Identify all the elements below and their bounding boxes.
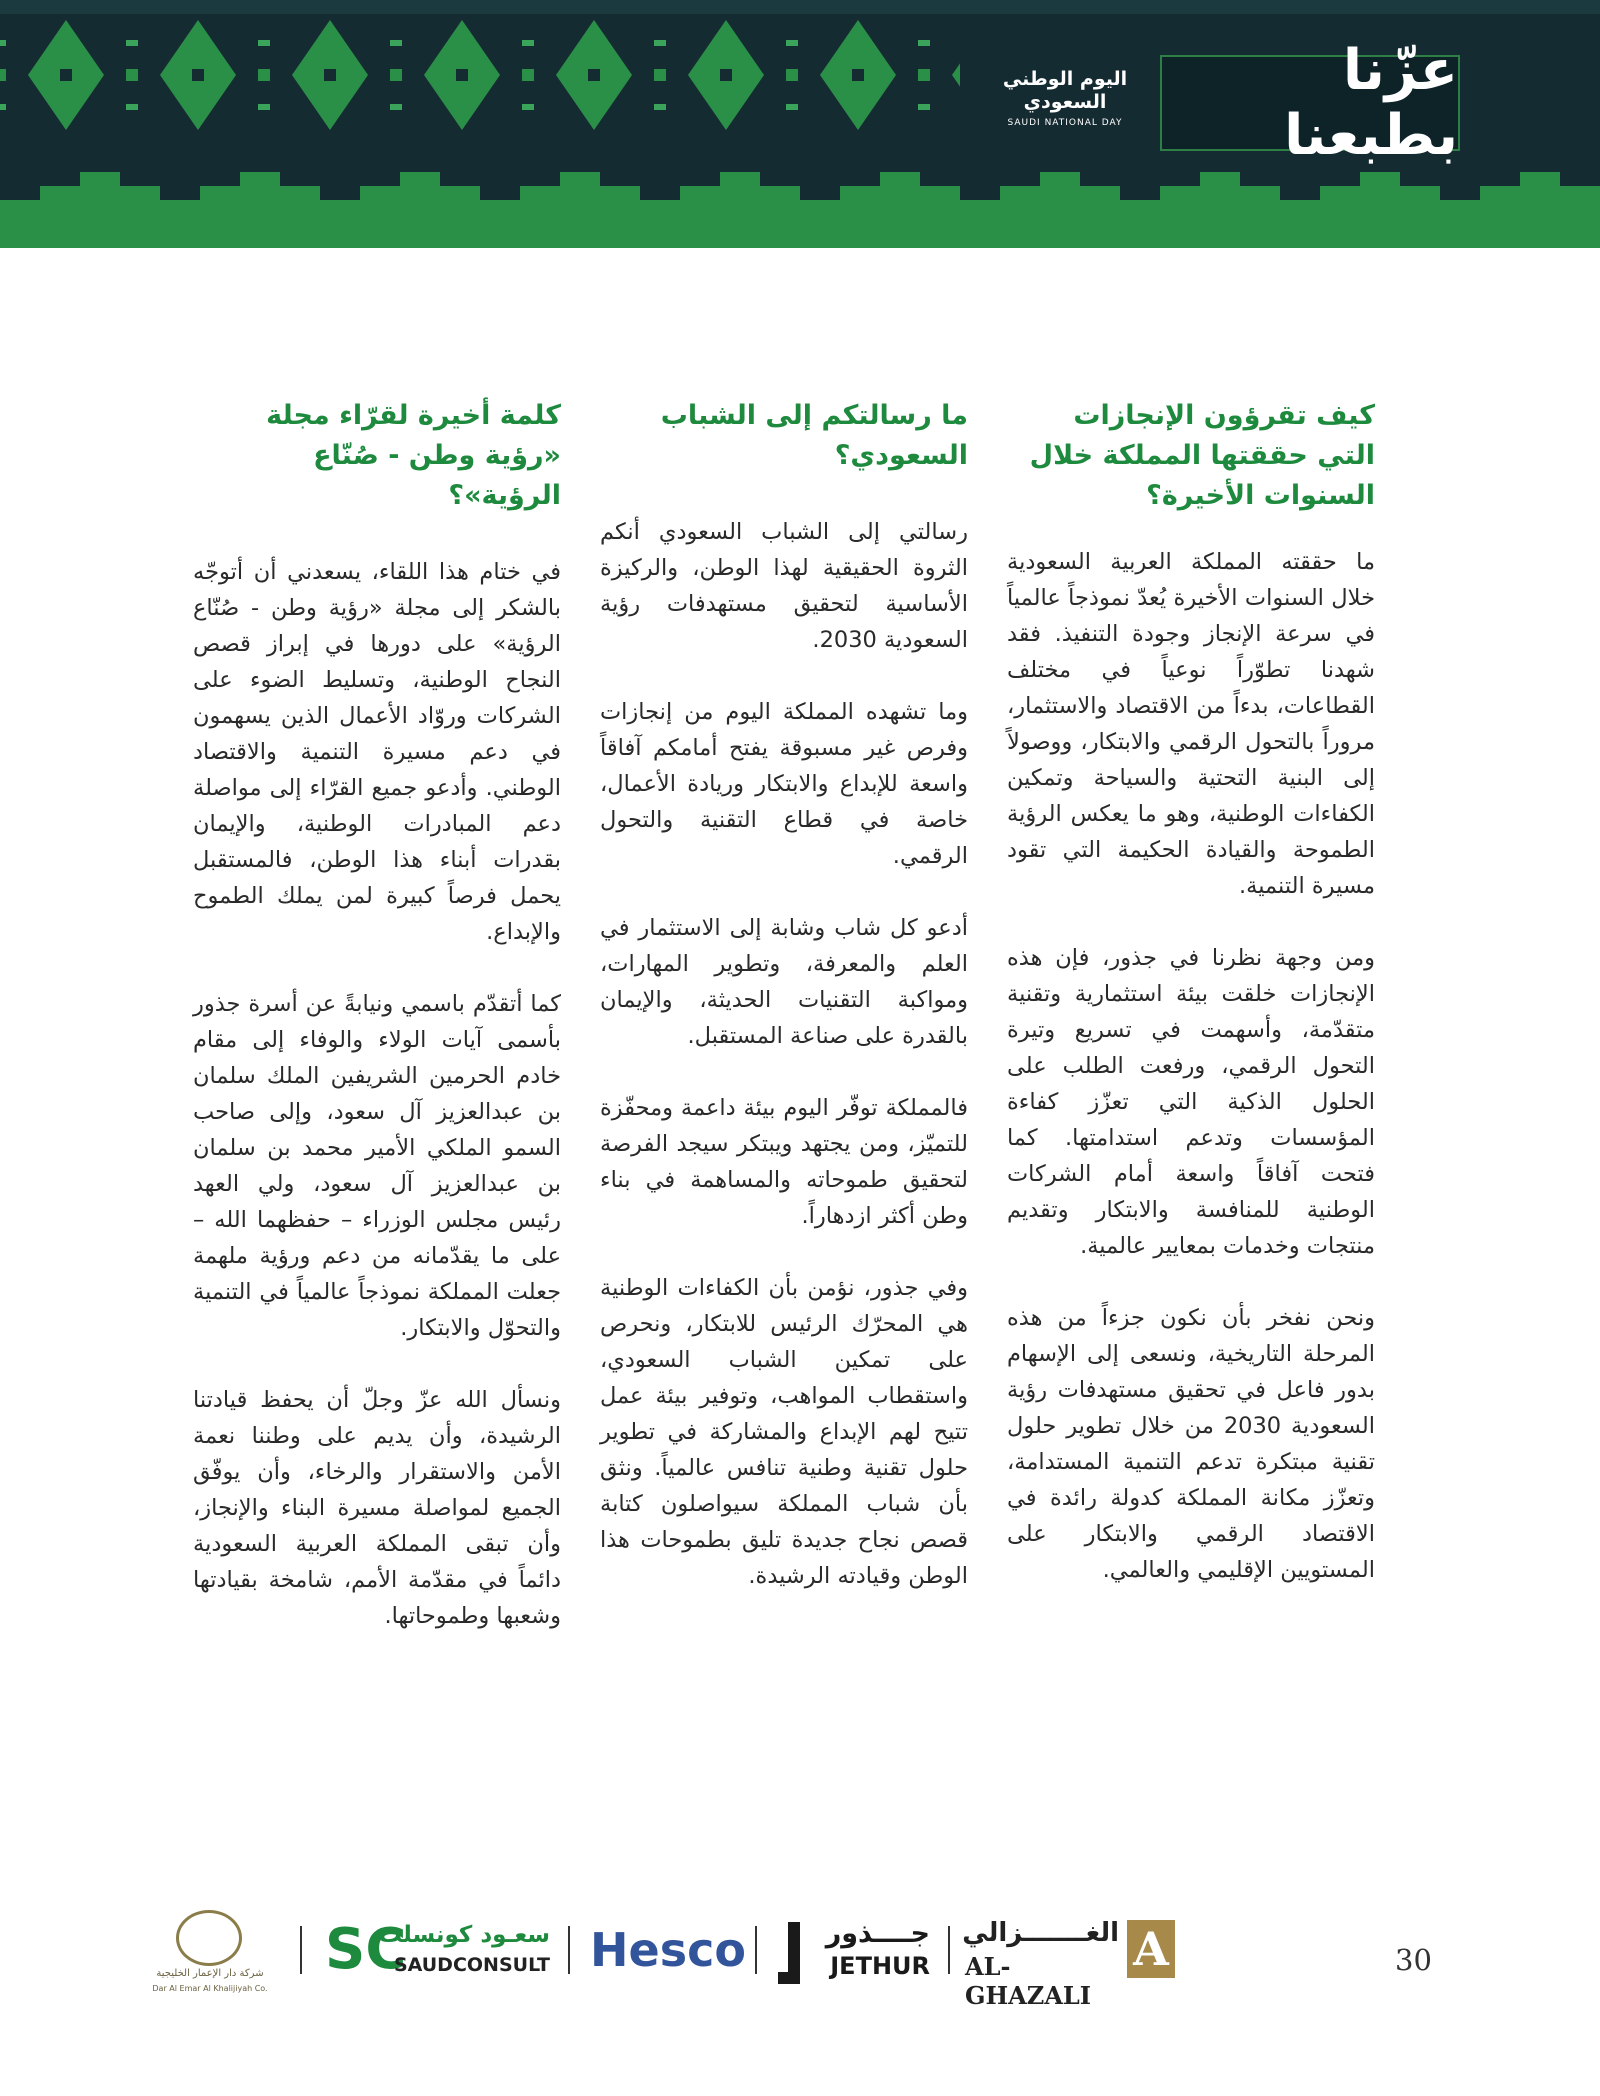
al-ghazali-mark-icon: A <box>1127 1920 1175 1978</box>
column-3-paragraph-2: كما أتقدّم باسمي ونيابةً عن أسرة جذور بأسمى آيات الولاء والوفاء إلى مقام خادم الحرمين الشريفين الملك سلمان بن عبدالعزيز آل سعود، وإلى صاحب السمو الملكي الأمير محمد بن سلمان بن عبدالعزيز آل سعود، ولي العهد رئيس مجلس الوزراء – حفظهما الله – على ما يقدّمانه من دعم ورؤية ملهمة جعلت المملكة نموذجاً عالمياً في التنمية والتحوّل والابتكار. <box>193 991 561 1341</box>
column-3-heading: كلمة أخيرة لقرّاء مجلة «رؤية وطن - صُنّاع الرؤية»؟ <box>266 400 561 511</box>
column-1-paragraph-3: ونحن نفخر بأن نكون جزءاً من هذه المرحلة التاريخية، ونسعى إلى الإسهام بدور فاعل في تحقيق مستهدفات رؤية السعودية 2030 من خلال تطوير حلول تقنية مبتكرة تدعم التنمية المستدامة، وتعزّز مكانة المملكة كدولة رائدة في الاقتصاد الرقمي والابتكار على المستويين الإقليمي والعالمي. <box>1007 1305 1375 1583</box>
national-day-logo <box>985 68 1145 146</box>
column-2-paragraph-5: وفي جذور، نؤمن بأن الكفاءات الوطنية هي المحرّك الرئيس للابتكار، ونحرص على تمكين الشباب السعودي، واستقطاب المواهب، وتوفير بيئة عمل تتيح لهم الإبداع والمشاركة في تطوير حلول تقنية وطنية تنافس عالمياً. ونثق بأن شباب المملكة سيواصلون كتابة قصص نجاح جديدة تليق بطموحات هذا الوطن وقيادته الرشيدة. <box>600 1275 968 1589</box>
hesco-text: Hesco <box>590 1923 746 1977</box>
logo-divider <box>300 1926 302 1974</box>
jethur-mark-icon <box>778 1922 800 1984</box>
header-banner <box>0 0 1600 248</box>
article-column-1 <box>1007 396 1375 1624</box>
column-1-heading: كيف تقرؤون الإنجازات التي حققتها المملكة خلال السنوات الأخيرة؟ <box>1029 400 1375 511</box>
hesco-logo <box>590 1922 746 1978</box>
saudconsult-arabic: سعـود كونسلت <box>378 1922 550 1948</box>
article-column-3 <box>193 396 561 1670</box>
national-day-line-1: اليوم الوطني <box>1002 68 1128 90</box>
dar-al-emar-arabic: شركة دار الإعمار الخليجية <box>156 1968 264 1979</box>
saudconsult-logo <box>325 1916 550 1986</box>
column-2-heading: ما رسالتكم إلى الشباب السعودي؟ <box>660 400 968 471</box>
saudconsult-mark-icon: SC <box>325 1917 407 1982</box>
brand-logo-text: عزّنا بطبعنا <box>1284 38 1458 168</box>
column-3-paragraph-3: ونسأل الله عزّ وجلّ أن يحفظ قيادتنا الرشيدة، وأن يديم على وطننا نعمة الأمن والاستقرار والرخاء، وأن يوفّق الجميع لمواصلة مسيرة البناء والإنجاز، وأن تبقى المملكة العربية السعودية دائماً في مقدّمة الأمم، شامخة بقيادتها وشعبها وطموحاتها. <box>193 1387 561 1629</box>
logo-divider <box>568 1926 570 1974</box>
national-day-line-2: السعودي <box>1023 91 1107 113</box>
saudconsult-english: SAUDCONSULT <box>393 1954 550 1976</box>
dar-al-emar-logo <box>140 1910 280 2002</box>
al-ghazali-logo <box>962 1918 1175 2010</box>
jethur-logo <box>770 1918 930 1988</box>
page-number: 30 <box>1395 1943 1432 1977</box>
column-2-paragraph-3: أدعو كل شاب وشابة إلى الاستثمار في العلم والمعرفة، وتطوير المهارات، ومواكبة التقنيات الحديثة، والإيمان بالقدرة على صناعة المستقبل. <box>600 915 968 1049</box>
dar-al-emar-emblem-icon <box>176 1910 242 1966</box>
logo-divider <box>755 1926 757 1974</box>
brand-logo <box>1160 38 1460 168</box>
logo-divider <box>948 1926 950 1974</box>
national-day-english: SAUDI NATIONAL DAY <box>1007 118 1123 128</box>
al-ghazali-english: AL-GHAZALI <box>965 1952 1092 2010</box>
al-ghazali-arabic: الغـــــــزالي <box>962 1918 1119 1948</box>
column-2-paragraph-4: فالمملكة توفّر اليوم بيئة داعمة ومحفّزة للتميّز، ومن يجتهد ويبتكر سيجد الفرصة لتحقيق طموحاته والمساهمة في بناء وطن أكثر ازدهاراً. <box>600 1095 968 1229</box>
column-2-paragraph-2: وما تشهده المملكة اليوم من إنجازات وفرص غير مسبوقة يفتح أمامكم آفاقاً واسعة للإبداع والابتكار وريادة الأعمال، خاصة في قطاع التقنية والتحول الرقمي. <box>600 699 968 869</box>
column-1-paragraph-2: ومن وجهة نظرنا في جذور، فإن هذه الإنجازات خلقت بيئة استثمارية وتقنية متقدّمة، وأسهمت في تسريع وتيرة التحول الرقمي، ورفعت الطلب على الحلول الذكية التي تعزّز كفاءة المؤسسات وتدعم استدامتها. كما فتحت آفاقاً واسعة أمام الشركات الوطنية للمنافسة والابتكار وتقديم منتجات وخدمات بمعايير عالمية. <box>1007 945 1375 1259</box>
column-3-paragraph-1: في ختام هذا اللقاء، يسعدني أن أتوجّه بالشكر إلى مجلة «رؤية وطن - صُنّاع الرؤية» على دورها في إبراز قصص النجاح الوطنية، وتسليط الضوء على الشركات وروّاد الأعمال الذين يسهمون في دعم مسيرة التنمية والاقتصاد الوطني. وأدعو جميع القرّاء إلى مواصلة دعم المبادرات الوطنية، والإيمان بقدرات أبناء هذا الوطن، فالمستقبل يحمل فرصاً كبيرة لمن يملك الطموح والإبداع. <box>193 559 561 945</box>
article-column-2 <box>600 396 968 1630</box>
column-2-paragraph-1: رسالتي إلى الشباب السعودي أنكم الثروة الحقيقية لهذا الوطن، والركيزة الأساسية لتحقيق مستهدفات رؤية السعودية 2030. <box>600 519 968 653</box>
jethur-english: JETHUR <box>830 1952 930 1980</box>
jethur-arabic: جــــذور <box>825 1918 930 1949</box>
dar-al-emar-english: Dar Al Emar Al Khalijiyah Co. <box>152 1984 268 1993</box>
column-1-paragraph-1: ما حققته المملكة العربية السعودية خلال السنوات الأخيرة يُعدّ نموذجاً عالمياً في سرعة الإنجاز وجودة التنفيذ. فقد شهدنا تطوّراً نوعياً في مختلف القطاعات، بدءاً من الاقتصاد والاستثمار، مروراً بالتحول الرقمي والابتكار، ووصولاً إلى البنية التحتية والسياحة وتمكين الكفاءات الوطنية، وهو ما يعكس الرؤية الطموحة والقيادة الحكيمة التي تقود مسيرة التنمية. <box>1007 549 1375 899</box>
footer <box>0 1900 1600 2030</box>
